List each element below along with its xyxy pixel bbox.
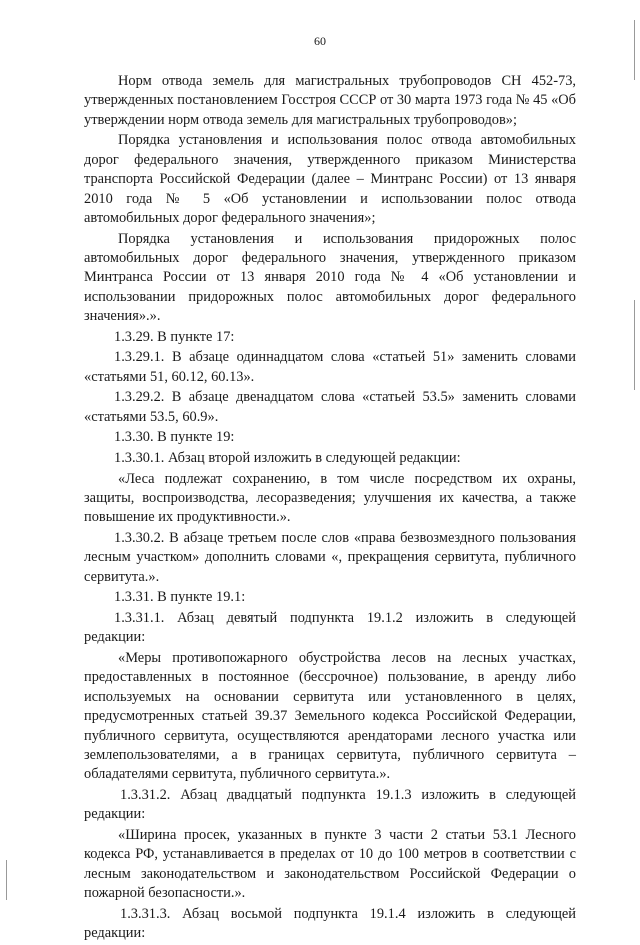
paragraph: 1.3.30.2. В абзаце третьем после слов «права безвозмездного пользования лесным участком» дополнить словами «, прекращения сервитута, публичного сервитута.». (84, 530, 576, 585)
paragraph: 1.3.31.1. Абзац девятый подпункта 19.1.2 изложить в следующей редакции: (84, 610, 576, 646)
paragraph: 1.3.31. В пункте 19.1: (114, 589, 246, 606)
paragraph: 1.3.29.2. В абзаце двенадцатом слова «статьей 53.5» заменить словами «статьями 53.5, 60.9». (84, 389, 576, 425)
scan-edge-mark (6, 860, 7, 900)
paragraph: 1.3.31.3. Абзац восьмой подпункта 19.1.4 изложить в следующей редакции: (84, 905, 576, 942)
paragraph: Порядка установления и использования придорожных полос автомобильных дорог федерального значения, утвержденного приказом Минтранса России от 13 января 2010 года № 4 «Об установлении и использовании придорожных полос автомобильных дорог федерального значения».». (84, 230, 576, 325)
scan-edge-mark (634, 300, 635, 390)
scan-edge-mark (634, 20, 635, 80)
document-body (84, 72, 576, 945)
paragraph: 1.3.30. В пункте 19: (114, 429, 235, 446)
paragraph: Порядка установления и использования полос отвода автомобильных дорог федерального значения, утвержденного приказом Министерства транспорта Российской Федерации (далее – Минтранс России) от 13 января 2010 года № 5 «Об установлении и использовании полос отвода автомобильных дорог федерального значения»; (84, 132, 576, 227)
paragraph: «Меры противопожарного обустройства лесов на лесных участках, предоставленных в постоянное (бессрочное) пользование, в аренду либо используемых на основании сервитута или установленного в целях, предусмотренных статьей 39.37 Земельного кодекса Российской Федерации, публичного сервитута, осуществляются арендаторами лесного участка или землепользователями, а в границах сервитута, публичного сервитута – обладателями сервитута, публичного сервитута.». (84, 650, 576, 783)
paragraph: «Леса подлежат сохранению, в том числе посредством их охраны, защиты, воспроизводства, лесоразведения; улучшения их качества, а также повышение их продуктивности.». (84, 470, 576, 526)
paragraph: 1.3.29. В пункте 17: (114, 328, 235, 345)
paragraph: 1.3.31.2. Абзац двадцатый подпункта 19.1.3 изложить в следующей редакции: (84, 787, 576, 823)
page-number: 60 (314, 34, 326, 48)
paragraph: 1.3.30.1. Абзац второй изложить в следующей редакции: (114, 450, 461, 467)
paragraph: 1.3.29.1. В абзаце одиннадцатом слова «статьей 51» заменить словами «статьями 51, 60.12, 60.13». (84, 349, 576, 385)
paragraph: Норм отвода земель для магистральных трубопроводов СН 452-73, утвержденных постановлением Госстроя СССР от 30 марта 1973 года № 45 «Об утверждении норм отвода земель для магистральных трубопроводов»; (84, 73, 576, 128)
paragraph: «Ширина просек, указанных в пункте 3 части 2 статьи 53.1 Лесного кодекса РФ, устанавливается в пределах от 10 до 100 метров в соответствии с лесным законодательством и законодательством Российской Федерации о пожарной безопасности.». (84, 827, 576, 902)
